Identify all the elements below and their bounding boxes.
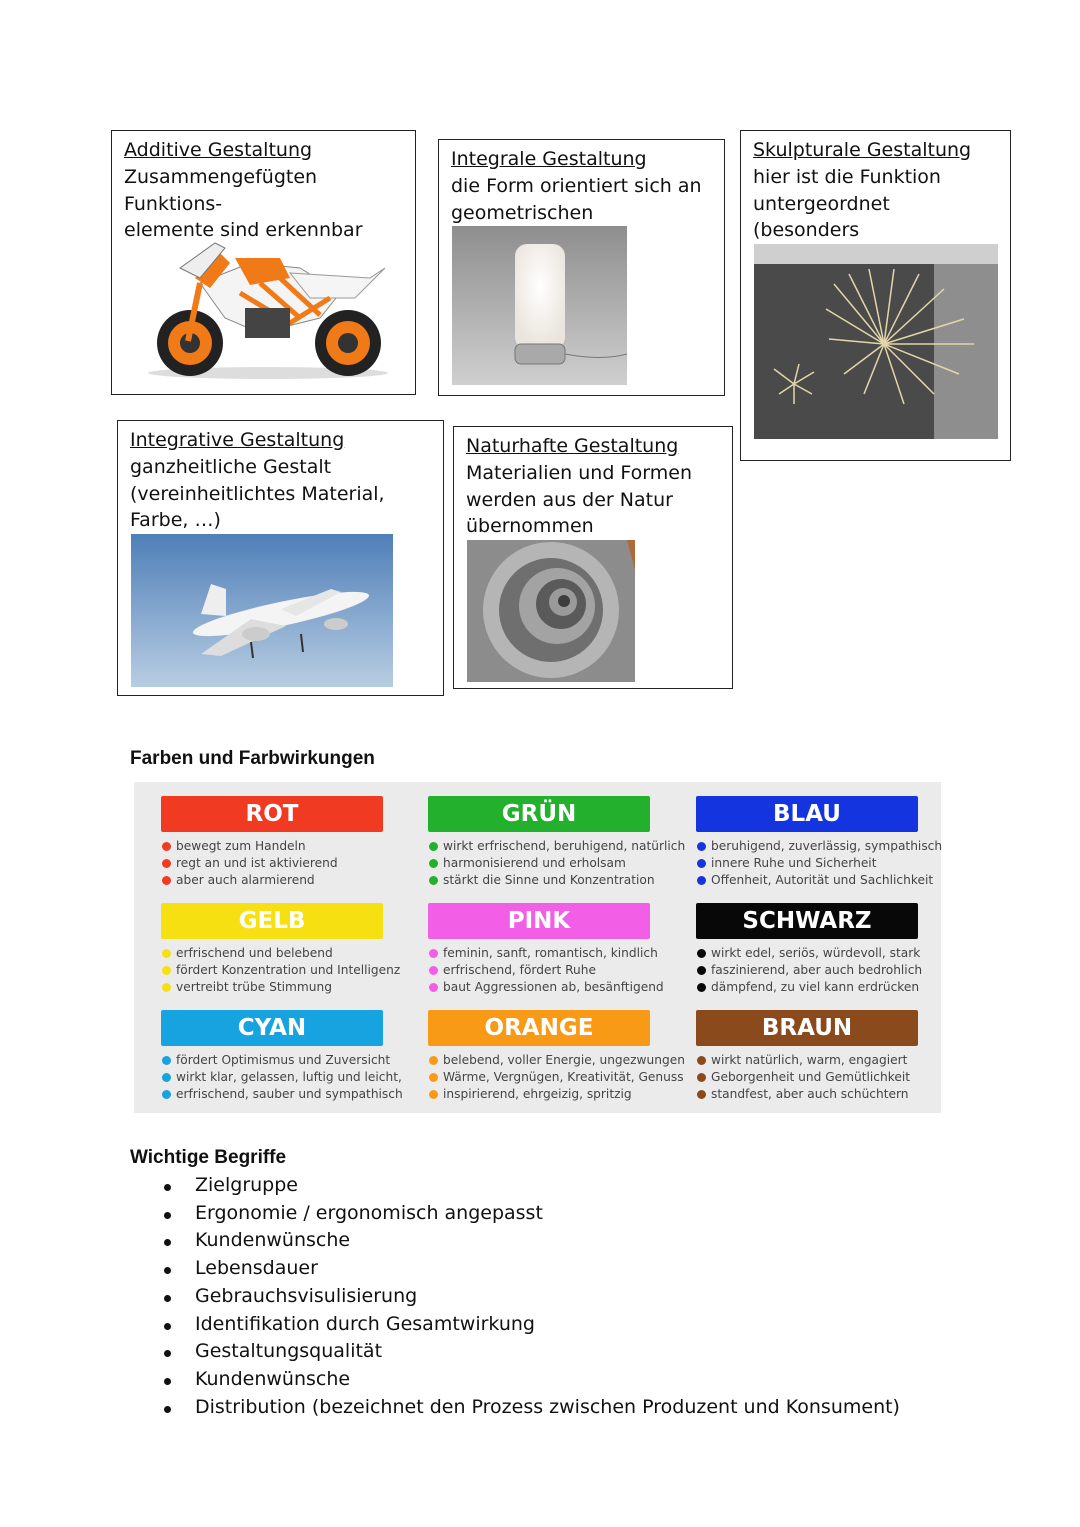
bullet-dot-icon	[162, 1090, 171, 1099]
term-item	[160, 1172, 900, 1200]
color-effects-list	[161, 1052, 403, 1102]
color-swatch	[696, 796, 943, 888]
card-title: Integrale Gestaltung	[451, 148, 647, 170]
color-effect-text: harmonisierend und erholsam	[443, 855, 626, 870]
color-name: ROT	[161, 796, 383, 832]
color-effect-text: baut Aggressionen ab, besänftigend	[443, 979, 664, 994]
color-swatch	[161, 796, 383, 888]
color-effect-text: fördert Optimismus und Zuversicht	[176, 1053, 391, 1067]
color-effects-list	[696, 838, 943, 888]
term-item	[160, 1283, 900, 1311]
term-text: Kundenwünsche	[195, 1229, 351, 1252]
terms-list	[160, 1172, 900, 1421]
bullet-dot-icon	[162, 1056, 171, 1065]
bullet-dot-icon	[162, 949, 171, 958]
color-swatch	[428, 796, 686, 888]
bullet-dot-icon	[429, 859, 438, 868]
term-text: Kundenwünsche	[195, 1367, 351, 1390]
term-text: Gestaltungsqualität	[195, 1340, 383, 1363]
color-effect-text: Geborgenheit und Gemütlichkeit	[711, 1069, 911, 1084]
color-effect-text: belebend, voller Energie, ungezwungen	[443, 1053, 685, 1067]
card-description: ganzheitliche Gestalt (vereinheitlichtes Material, Farbe, …)	[130, 456, 385, 531]
color-effect-item	[696, 1052, 918, 1069]
term-item	[160, 1394, 900, 1422]
color-swatch	[161, 903, 401, 995]
color-name: BLAU	[696, 796, 918, 832]
color-effects-list	[161, 945, 401, 995]
term-item	[160, 1227, 900, 1255]
color-name: CYAN	[161, 1010, 383, 1046]
color-effect-item	[428, 962, 650, 979]
bullet-icon	[164, 1378, 171, 1385]
bullet-dot-icon	[429, 949, 438, 958]
card-title: Skulpturale Gestaltung	[753, 139, 972, 161]
color-effect-text: fördert Konzentration und Intelligenz	[176, 962, 401, 977]
color-effect-item	[696, 1069, 918, 1086]
color-effects-list	[428, 1052, 685, 1102]
airplane-image	[131, 534, 393, 687]
bullet-icon	[164, 1323, 171, 1330]
card-title: Naturhafte Gestaltung	[466, 435, 679, 457]
bullet-icon	[164, 1406, 171, 1413]
color-effect-item	[696, 945, 921, 962]
term-item	[160, 1255, 900, 1283]
color-effects-list	[428, 838, 686, 888]
color-effect-text: Offenheit, Autorität und Sachlichkeit	[711, 872, 934, 887]
color-effect-text: Wärme, Vergnügen, Kreativität, Genuss	[443, 1069, 684, 1084]
card-integrale	[438, 139, 725, 396]
bullet-dot-icon	[429, 966, 438, 975]
color-effect-text: vertreibt trübe Stimmung	[176, 979, 332, 994]
color-effects-list	[161, 838, 383, 888]
bullet-dot-icon	[697, 876, 706, 885]
color-effect-item	[428, 1052, 685, 1069]
color-effect-text: bewegt zum Handeln	[176, 839, 306, 853]
color-effect-text: inspirierend, ehrgeizig, spritzig	[443, 1086, 632, 1101]
term-item	[160, 1366, 900, 1394]
color-effect-text: wirkt erfrischend, beruhigend, natürlich	[443, 839, 686, 853]
term-item	[160, 1200, 900, 1228]
color-effect-text: faszinierend, aber auch bedrohlich	[711, 962, 923, 977]
bullet-dot-icon	[697, 1073, 706, 1082]
color-effect-item	[161, 872, 383, 889]
color-effect-text: aber auch alarmierend	[176, 872, 315, 887]
card-description: hier ist die Funktion untergeordnet (besonders	[753, 166, 941, 241]
term-item	[160, 1338, 900, 1366]
color-effects-list	[696, 945, 923, 995]
bullet-dot-icon	[697, 966, 706, 975]
color-effect-text: regt an und ist aktivierend	[176, 855, 338, 870]
color-effect-text: wirkt klar, gelassen, luftig und leicht,	[176, 1069, 402, 1084]
bullet-icon	[164, 1267, 171, 1274]
color-effect-item	[696, 872, 934, 889]
color-effect-item	[428, 1086, 650, 1103]
color-effect-text: stärkt die Sinne und Konzentration	[443, 872, 655, 887]
color-name: GRÜN	[428, 796, 650, 832]
sculptural-lamp-image	[754, 244, 998, 439]
color-effect-text: wirkt natürlich, warm, engagiert	[711, 1053, 908, 1067]
bullet-dot-icon	[162, 983, 171, 992]
spiral-staircase-image	[467, 540, 635, 682]
color-effect-item	[696, 1086, 918, 1103]
color-effect-item	[161, 979, 383, 996]
color-effect-item	[428, 979, 664, 996]
bullet-icon	[164, 1239, 171, 1246]
card-additive	[111, 130, 416, 395]
bullet-icon	[164, 1212, 171, 1219]
color-effect-text: standfest, aber auch schüchtern	[711, 1086, 909, 1101]
color-effect-item	[696, 838, 943, 855]
bullet-dot-icon	[429, 1073, 438, 1082]
card-skulpturale	[740, 130, 1011, 461]
color-effect-text: dämpfend, zu viel kann erdrücken	[711, 979, 920, 994]
color-name: BRAUN	[696, 1010, 918, 1046]
color-effect-item	[428, 945, 658, 962]
color-palette	[134, 782, 941, 1113]
term-text: Distribution (bezeichnet den Prozess zwischen Produzent und Konsument)	[195, 1395, 900, 1418]
color-effect-item	[161, 1086, 403, 1103]
color-effect-item	[428, 1069, 684, 1086]
bullet-dot-icon	[162, 859, 171, 868]
card-description: Materialien und Formen werden aus der Natur übernommen	[466, 462, 693, 537]
color-swatch	[428, 903, 664, 995]
color-effect-text: erfrischend und belebend	[176, 946, 333, 960]
color-effects-list	[428, 945, 664, 995]
bullet-dot-icon	[429, 983, 438, 992]
color-effects-list	[696, 1052, 918, 1102]
bullet-dot-icon	[429, 1090, 438, 1099]
color-effect-item	[428, 855, 650, 872]
color-effect-item	[161, 1069, 402, 1086]
term-text: Ergonomie / ergonomisch angepasst	[195, 1201, 543, 1224]
bullet-dot-icon	[162, 1073, 171, 1082]
term-text: Identifikation durch Gesamtwirkung	[195, 1312, 535, 1335]
card-naturhafte	[453, 426, 733, 689]
color-name: PINK	[428, 903, 650, 939]
card-integrative	[117, 420, 444, 696]
term-item	[160, 1311, 900, 1339]
color-effect-item	[428, 838, 686, 855]
bullet-icon	[164, 1295, 171, 1302]
color-effect-text: feminin, sanft, romantisch, kindlich	[443, 946, 658, 960]
bullet-dot-icon	[697, 1090, 706, 1099]
bullet-dot-icon	[697, 1056, 706, 1065]
bullet-icon	[164, 1184, 171, 1191]
term-text: Gebrauchsvisulisierung	[195, 1284, 418, 1307]
card-description: Zusammengefügten Funktions- elemente sind erkennbar	[124, 166, 363, 241]
color-name: GELB	[161, 903, 383, 939]
bullet-dot-icon	[697, 983, 706, 992]
color-effect-item	[428, 872, 655, 889]
bullet-dot-icon	[697, 949, 706, 958]
card-title: Additive Gestaltung	[124, 139, 313, 161]
color-effect-item	[161, 838, 383, 855]
color-swatch	[696, 1010, 918, 1102]
color-effect-item	[161, 945, 383, 962]
color-effect-item	[696, 979, 918, 996]
color-effect-item	[161, 855, 383, 872]
colors-heading: Farben und Farbwirkungen	[130, 748, 375, 769]
bullet-dot-icon	[429, 842, 438, 851]
color-effect-text: wirkt edel, seriös, würdevoll, stark	[711, 946, 921, 960]
color-swatch	[428, 1010, 685, 1102]
term-text: Lebensdauer	[195, 1257, 318, 1280]
color-name: SCHWARZ	[696, 903, 918, 939]
color-effect-text: erfrischend, sauber und sympathisch	[176, 1086, 403, 1101]
bullet-dot-icon	[162, 842, 171, 851]
card-title: Integrative Gestaltung	[130, 429, 345, 451]
motorcycle-image	[140, 223, 395, 383]
color-swatch	[161, 1010, 403, 1102]
bullet-dot-icon	[162, 876, 171, 885]
color-effect-item	[696, 962, 923, 979]
term-text: Zielgruppe	[195, 1174, 298, 1196]
color-name: ORANGE	[428, 1010, 650, 1046]
terms-heading: Wichtige Begriffe	[130, 1147, 287, 1168]
bullet-dot-icon	[429, 876, 438, 885]
bullet-icon	[164, 1350, 171, 1357]
lamp-image	[452, 226, 627, 385]
bullet-dot-icon	[697, 842, 706, 851]
bullet-dot-icon	[429, 1056, 438, 1065]
color-swatch	[696, 903, 923, 995]
color-effect-text: erfrischend, fördert Ruhe	[443, 962, 596, 977]
color-effect-text: beruhigend, zuverlässig, sympathisch	[711, 839, 943, 853]
card-description: die Form orientiert sich an geometrischen	[451, 175, 702, 224]
color-effect-item	[161, 962, 401, 979]
color-effect-item	[696, 855, 918, 872]
color-effect-item	[161, 1052, 391, 1069]
color-effect-text: innere Ruhe und Sicherheit	[711, 855, 877, 870]
bullet-dot-icon	[697, 859, 706, 868]
bullet-dot-icon	[162, 966, 171, 975]
